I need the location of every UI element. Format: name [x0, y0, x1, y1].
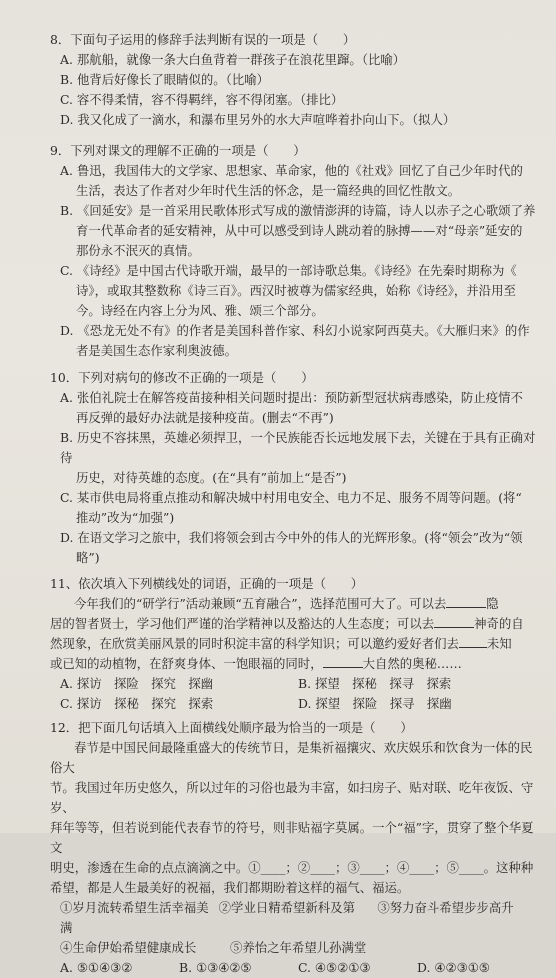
question-9-option-b: B. 《回延安》是一首采用民歌体形式写成的激情澎湃的诗篇，诗人以赤子之心歌颂了养: [60, 203, 536, 218]
sentence-3: ③努力奋斗希望步步高升: [377, 900, 514, 915]
sentence-2: ②学业日精希望新科及第: [218, 900, 355, 915]
fill-blank: [434, 627, 474, 628]
question-9-stem: 9．下列对课文的理解不正确的一项是（ ）: [50, 143, 306, 158]
question-8-stem: 8．下面句子运用的修辞手法判断有误的一项是（ ）: [50, 32, 356, 47]
passage-text: 居的智者贤士，学习他们严谨的治学精神以及豁达的人生态度；可以去: [50, 616, 435, 631]
question-12-options-row: [50, 958, 536, 978]
question-10-option-c: C. 某市供电局将重点推动和解决城中村用电安全、电力不足、服务不周等问题。(将“: [60, 490, 522, 505]
question-11-option-b: B. 探望 探秘 探寻 探索: [298, 676, 452, 691]
question-12-option-d: D. ④②③①⑤: [417, 960, 490, 975]
question-12-passage-line-5: 希望，都是人生最美好的祝福，我们都期盼着这样的福气、福运。: [50, 880, 410, 895]
question-11-passage-line-4: [50, 654, 536, 674]
passage-text: 或已知的动植物，在舒爽身体、一饱眼福的同时，: [50, 656, 323, 671]
question-10-option-d: D. 在语文学习之旅中，我们将领会到古今中外的伟人的光辉形象。(将“领会”改为“领: [60, 530, 523, 545]
sentence-5: ⑤养怡之年希望儿孙满堂: [230, 940, 367, 955]
question-11-option-c: C. 探访 探秘 探究 探索: [60, 696, 214, 711]
question-12-passage-line-2: 节。我国过年历史悠久，所以过年的习俗也最为丰富，如扫房子、贴对联、吃年夜饭、守岁、: [50, 780, 534, 815]
question-12-option-b: B. ①③④②⑤: [179, 960, 252, 975]
question-12-option-c: C. ④⑤②①③: [298, 960, 371, 975]
sentence-4: ④生命伊始希望健康成长: [60, 940, 197, 955]
question-12-passage-line-1: 春节是中国民间最隆重盛大的传统节日，是集祈福攘灾、欢庆娱乐和饮食为一体的民俗大: [50, 740, 533, 775]
passage-text: 隐: [486, 596, 499, 611]
question-8-option-c: C. 容不得柔情，容不得羁绊，容不得闭塞。（排比）: [60, 92, 344, 107]
question-12-sentences-row-2: [50, 938, 536, 958]
question-10-option-c-cont: 推动”改为“加强”): [76, 510, 175, 525]
question-12-option-a: A. ⑤①④③②: [60, 960, 133, 975]
question-11-option-d: D. 探望 探险 探寻 探幽: [298, 696, 452, 711]
question-9-option-d: D. 《恐龙无处不有》的作者是美国科普作家、科幻小说家阿西莫夫。《大雁归来》的作: [60, 323, 530, 338]
question-10: [50, 368, 536, 568]
question-10-option-a-cont: 再反弹的最好办法就是接种疫苗。(删去“不再”): [76, 410, 334, 425]
question-9-option-c: C. 《诗经》是中国古代诗歌开端，最早的一部诗歌总集。《诗经》在先秦时期称为《: [60, 263, 517, 278]
question-9-option-a: A. 鲁迅，我国伟大的文学家、思想家、革命家，他的《社戏》回忆了自己少年时代的: [60, 163, 523, 178]
question-10-option-b-cont: 历史，对待英雄的态度。(在“具有”前加上“是否”): [76, 470, 347, 485]
question-8: [50, 30, 536, 130]
passage-text: 今年我们的“研学行”活动兼顾“五育融合”，选择范围可大了。可以去: [74, 596, 447, 611]
question-9-option-a-cont: 生活，表达了作者对少年时代生活的怀念，是一篇经典的回忆性散文。: [76, 183, 461, 198]
question-10-option-b: B. 历史不容抹黑，英雄必须捍卫，一个民族能否长远地发展下去，关键在于具有正确对待: [60, 430, 536, 465]
passage-text: 未知: [486, 636, 512, 651]
passage-text: 神奇的自: [474, 616, 524, 631]
question-9-option-c-cont2: 今。诗经在内容上分为风、雅、颂三个部分。: [76, 303, 324, 318]
question-11-options-row-2: [50, 694, 536, 714]
passage-text: 然现象，在欣赏美丽风景的同时积淀丰富的科学知识；可以邀约爱好者们去: [50, 636, 459, 651]
question-9-option-d-cont: 者是美国生态作家利奥波德。: [76, 343, 238, 358]
question-9-option-b-cont: 育一代革命者的延安精神，从中可以感受到诗人跳动着的脉搏——对“母亲”延安的: [76, 223, 523, 238]
question-11: [50, 574, 536, 714]
question-8-option-b: B. 他背后好像长了眼睛似的。（比喻）: [60, 72, 270, 87]
question-11-option-a: A. 探访 探险 探究 探幽: [60, 676, 214, 691]
question-12: [50, 718, 536, 978]
question-9-option-b-cont2: 那份永不泯灭的真情。: [76, 243, 200, 258]
question-11-passage-line-3: [50, 634, 536, 654]
question-12-passage-line-3: 拜年等等，但若说到能代表春节的符号，则非贴福字莫属。一个“福”字，贯穿了整个华夏文: [50, 820, 534, 855]
fill-blank: [446, 607, 486, 608]
question-12-passage-line-4: 明史，渗透在生命的点点滴滴之中。①____；②____；③____；④____；⑤____。这种种: [50, 860, 534, 875]
question-10-option-d-cont: 略”): [76, 550, 100, 565]
passage-text: 大自然的奥秘……: [362, 656, 462, 671]
question-12-stem: 12．把下面几句话填入上面横线处顺序最为恰当的一项是（ ）: [50, 720, 413, 735]
question-10-option-a: A. 张伯礼院士在解答疫苗接种相关问题时提出：预防新型冠状病毒感染，防止疫情不: [60, 390, 523, 405]
question-10-stem: 10．下列对病句的修改不正确的一项是（ ）: [50, 370, 314, 385]
question-9-option-c-cont: 诗》，或取其整数称《诗三百》。西汉时被尊为儒家经典，始称《诗经》，并沿用至: [76, 283, 516, 298]
question-11-passage-line-1: [50, 594, 536, 614]
question-11-passage-line-2: [50, 614, 536, 634]
question-12-sentences-row-1: [50, 898, 536, 938]
question-8-option-a: A. 那航船，就像一条大白鱼背着一群孩子在浪花里蹿。（比喻）: [60, 52, 406, 67]
question-8-option-d: D. 我又化成了一滴水，和瀑布里另外的水大声喧哗着扑向山下。（拟人）: [60, 112, 456, 127]
question-9: [50, 141, 536, 361]
fill-blank: [323, 667, 363, 668]
question-11-stem: 11、依次填入下列横线处的词语，正确的一项是（ ）: [50, 576, 364, 591]
question-11-options-row-1: [50, 674, 536, 694]
sentence-1: ①岁月流转希望生活幸福美满: [60, 900, 209, 935]
fill-blank: [459, 647, 487, 648]
